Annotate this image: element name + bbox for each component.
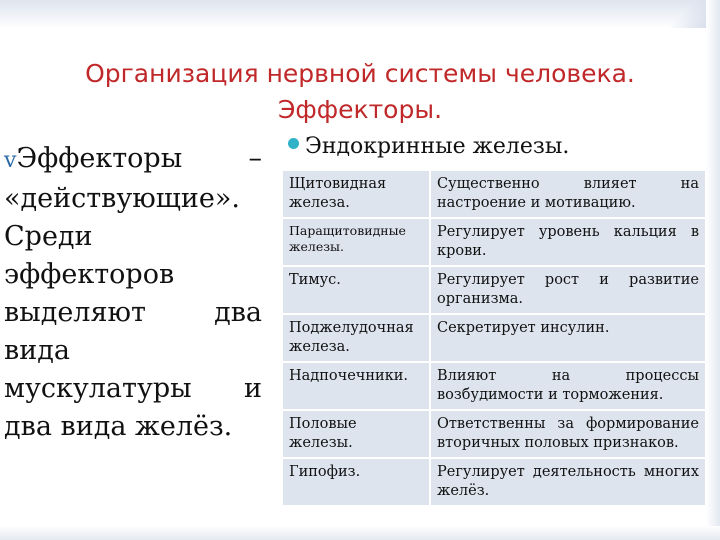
left-paragraph-text: Эффекторы – «действующие». Среди эффекторов выделяют два вида мускулатуры и два вида желёз. (4, 143, 262, 442)
right-heading (288, 132, 569, 162)
gland-function-cell: Существенно влияет на настроение и мотивацию. (431, 171, 705, 217)
glands-table (281, 169, 707, 507)
gland-function-cell: Регулирует рост и развитие организма. (431, 267, 705, 313)
bullet-dot-icon (288, 138, 299, 149)
table-row (283, 459, 705, 505)
table-row (283, 411, 705, 457)
left-paragraph (4, 140, 262, 446)
gland-function-cell: Регулирует уровень кальция в крови. (431, 219, 705, 265)
gland-function-cell: Секретирует инсулин. (431, 315, 705, 361)
slide-title (0, 56, 720, 128)
diamond-bullet-icon: v (4, 148, 17, 173)
gland-name-cell: Паращитовидные железы. (283, 219, 429, 265)
bottom-decor-band (0, 526, 720, 540)
gland-name-cell: Гипофиз. (283, 459, 429, 505)
table-row (283, 315, 705, 361)
gland-name-cell: Надпочечники. (283, 363, 429, 409)
gland-name-cell: Половые железы. (283, 411, 429, 457)
gland-name-cell: Тимус. (283, 267, 429, 313)
top-decor-band (0, 0, 720, 28)
table-row (283, 267, 705, 313)
gland-function-cell: Ответственны за формирование вторичных половых признаков. (431, 411, 705, 457)
gland-name-cell: Щитовидная железа. (283, 171, 429, 217)
slide-title-line1: Организация нервной системы человека. (85, 59, 635, 88)
table-row (283, 171, 705, 217)
table-row (283, 363, 705, 409)
table-row (283, 219, 705, 265)
gland-function-cell: Регулирует деятельность многих желёз. (431, 459, 705, 505)
slide-title-line2: Эффекторы. (277, 95, 443, 124)
right-heading-text: Эндокринные железы. (305, 134, 570, 159)
gland-function-cell: Влияют на процессы возбудимости и торможения. (431, 363, 705, 409)
gland-name-cell: Поджелудочная железа. (283, 315, 429, 361)
